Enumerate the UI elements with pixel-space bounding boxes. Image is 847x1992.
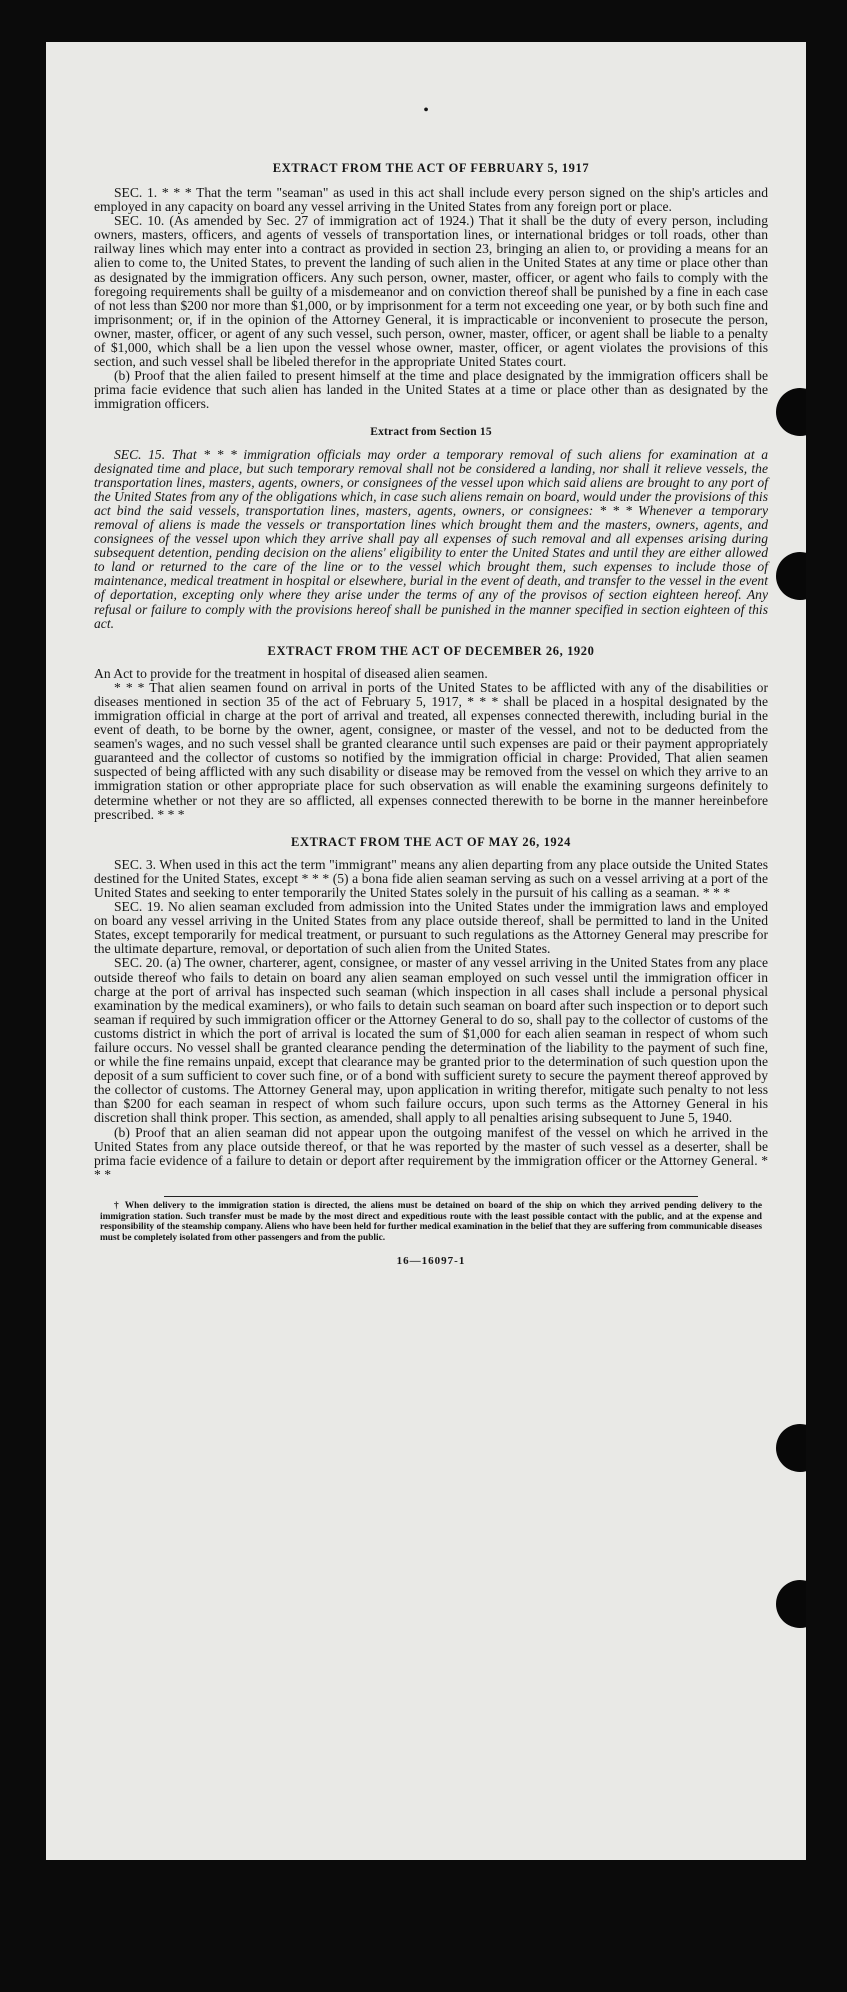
section-15-text: SEC. 15. That * * * immigration officials may order a temporary removal of such aliens for examination at a designated time and place, but such temporary removal shall not be considered a landing, nor shall it relieve vessels, the transportation lines, masters, agents, owners, or consignees of the vessel upon which said aliens are brought to any port of the United States from any of the obligations which, in case such aliens remain on board, would under the provisions of this act bind the said vessels, transportation lines, masters, agents, owners, or consignees: * * * Whenever a temporary removal of aliens is made the vessels or transportation lines which brought them and the masters, owners, agents, and consignees of the vessel upon which they arrive shall pay all expenses of such removal and all expenses arising during subsequent detention, pending decision on the aliens' eligibility to enter the United States and until they are either allowed to land or returned to the care of the line or to the vessel which brought them, such expenses to include those of maintenance, medical treatment in hospital or elsewhere, burial in the event of death, and transfer to the vessel in the event of deportation, excepting only where they arise under the terms of any of the provisos of section eighteen hereof. Any refusal or failure to comply with the provisions hereof shall be punished in the manner specified in section eighteen of this act. (94, 446, 768, 631)
act-1920-text: * * * That alien seamen found on arrival in ports of the United States to be afflicted with any of the disabilities or diseases mentioned in section 35 of the act of February 5, 1917, * * * shall be placed in a hospital designated by the immigration official in charge at the port of arrival and treated, all expenses connected therewith, including burial in the event of death, to be borne by the owner, agent, consignee, or master of the vessel, and not to be deducted from the seamen's wages, and no such vessel shall be granted clearance until such expenses are paid or their payment appropriately guaranteed and the collector of customs so notified by the immigration official in charge: Provided, That alien seamen suspected of being afflicted with any such disability or disease may be removed from the vessel on which they arrive to an immigration station or other appropriate place for such observation as will enable the examining surgeons definitely to determine whether or not they are so afflicted, all expenses connected therewith to be borne in the manner hereinbefore prescribed. * * * (94, 679, 768, 822)
footnote-divider (164, 1196, 698, 1197)
section-19-text: SEC. 19. No alien seaman excluded from admission into the United States under the immigration laws and employed on board any vessel arriving in the United States from any place outside thereof, shall be permitted to land in the United States, except temporarily for medical treatment, or pursuant to such regulations as the Attorney General may prescribe for the ultimate departure, removal, or deportation of such alien from the United States. (94, 899, 768, 957)
document-number: 16—16097-1 (396, 1255, 466, 1268)
footnote: † When delivery to the immigration station is directed, the aliens must be detained on board of the ship on which they arrived pending delivery to the immigration station. Such transfer must be made by the most direct and expeditious route with the least possible contact with the public, and at the expense and responsibility of the steamship company. Aliens who have been held for further medical examination in the belief that they are suffering from communicable diseases must be completely isolated from other passengers and from the public. (100, 1200, 762, 1243)
heading-dec-1920: EXTRACT FROM THE ACT OF DECEMBER 26, 1920 (267, 643, 595, 658)
heading-section-15: Extract from Section 15 (370, 425, 492, 438)
punch-hole (776, 1580, 806, 1628)
act-title-1920: An Act to provide for the treatment in hospital of diseased alien seamen. (94, 665, 488, 681)
section-1-text: SEC. 1. * * * That the term "seaman" as used in this act shall include every person signed on the ship's articles and employed in any capacity on board any vessel arriving in the United States from any foreign port or place. (94, 185, 768, 215)
section-10-text: SEC. 10. (As amended by Sec. 27 of immigration act of 1924.) That it shall be the duty of every person, including owners, masters, officers, and agents of vessels of transportation lines, or international bridges or toll roads, other than railway lines which may enter into a contract as provided in section 23, bringing an alien to, or providing a means for an alien to come to, the United States, to prevent the landing of such alien in the United States at any time or place other than as designated by the immigration officers. Any such person, owner, master, officer, or agent who fails to comply with the foregoing requirements shall be guilty of a misdemeanor and on conviction thereof shall be punished by a fine in each case of not less than $200 nor more than $1,000, or by imprisonment for a term not exceeding one year, or by both such fine and imprisonment; or, if in the opinion of the Attorney General, it is impracticable or inconvenient to prosecute the person, owner, master, officer, or agent of any such vessel, such person, owner, master, officer, or agent shall be liable to a penalty of $1,000, which shall be a lien upon the vessel whose owner, master, officer, or agent violates the provisions of this section, and such vessel shall be libeled therefor in the appropriate United States court. (94, 213, 768, 370)
top-mark: • (423, 102, 429, 119)
heading-may-1924: EXTRACT FROM THE ACT OF MAY 26, 1924 (291, 834, 571, 849)
section-20b-text: (b) Proof that an alien seaman did not appear upon the outgoing manifest of the vessel on which he arrived in the United States from any place outside thereof, or that he was reported by the master of such vessel as a deserter, shall be prima facie evidence of a failure to detain or deport after requirement by the immigration officer or the Attorney General. * * * (94, 1124, 768, 1182)
punch-hole (776, 1424, 806, 1472)
heading-feb-1917: EXTRACT FROM THE ACT OF FEBRUARY 5, 1917 (272, 161, 590, 175)
section-10b-text: (b) Proof that the alien failed to present himself at the time and place designated by the immigration officers shall be prima facie evidence that such alien has landed in the United States at a time or place other than as designated by the immigration officers. (94, 368, 768, 412)
section-20a-text: SEC. 20. (a) The owner, charterer, agent, consignee, or master of any vessel arriving in the United States from any place outside thereof who fails to detain on board any alien seaman employed on such vessel until the immigration officer in charge at the port of arrival has inspected such seaman (which inspection in all cases shall include a personal physical examination by the medical examiners), or who fails to detain such seaman on board after such inspection or to deport such seaman if required by such immigration officer or the Attorney General to do so, shall pay to the collector of customs of the customs district in which the port of arrival is located the sum of $1,000 for each alien seaman in respect of whom such failure occurs. No vessel shall be granted clearance pending the determination of the liability to the payment of such fine, or while the fine remains unpaid, except that clearance may be granted prior to the determination of such question upon the deposit of a sum sufficient to cover such fine, or of a bond with sufficient surety to secure the payment thereof approved by the collector of customs. The Attorney General may, upon application in writing therefor, mitigate such penalty to not less than $200 for each seaman in respect of whom such failure occurs, upon such terms as the Attorney General in his discretion shall think proper. This section, as amended, shall apply to all penalties arising subsequent to June 5, 1940. (94, 955, 768, 1126)
punch-hole (776, 388, 806, 436)
section-3-text: SEC. 3. When used in this act the term "immigrant" means any alien departing from any place outside the United States destined for the United States, except * * * (5) a bona fide alien seaman serving as such on a vessel arriving at a port of the United States and seeking to enter temporarily the United States solely in the pursuit of his calling as a seaman. * * * (94, 856, 768, 900)
document-page (46, 42, 806, 1860)
punch-hole (776, 552, 806, 600)
